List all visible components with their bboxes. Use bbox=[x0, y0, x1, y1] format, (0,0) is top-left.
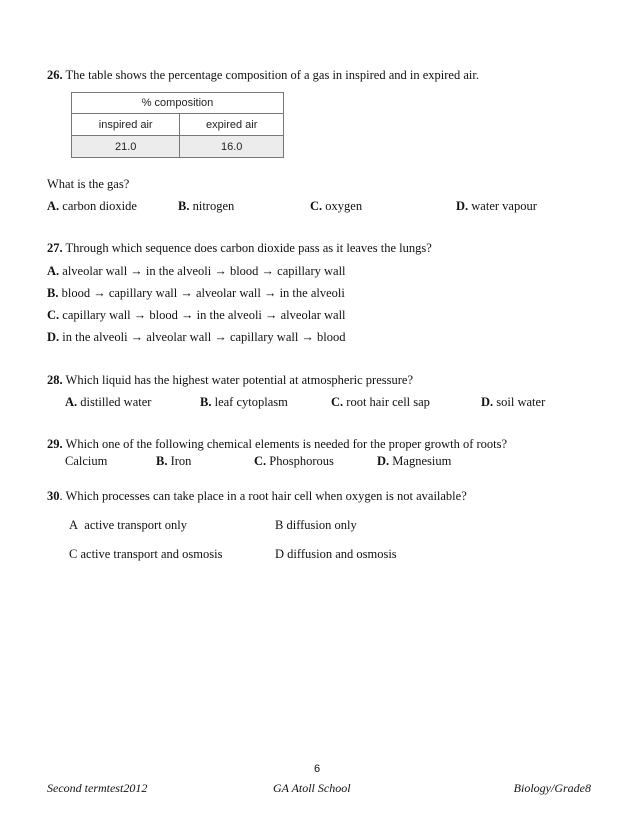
question-number: 27. bbox=[47, 241, 63, 255]
option-b bbox=[200, 395, 288, 410]
option-letter: D. bbox=[47, 330, 60, 344]
option-letter: B. bbox=[178, 199, 190, 213]
option-letter: A. bbox=[47, 199, 60, 213]
question-number: 28. bbox=[47, 373, 63, 387]
option-b bbox=[275, 518, 357, 533]
option-text: diffusion and osmosis bbox=[287, 547, 397, 561]
option-text: leaf cytoplasm bbox=[214, 395, 288, 409]
question-number: 29. bbox=[47, 437, 63, 451]
question-26-prompt: What is the gas? bbox=[47, 177, 130, 191]
option-c bbox=[310, 199, 362, 214]
option-a bbox=[65, 395, 151, 410]
footer-right: Biology/Grade8 bbox=[513, 781, 591, 795]
option-letter: C. bbox=[331, 395, 344, 409]
question-text: Which liquid has the highest water potential at atmospheric pressure? bbox=[65, 373, 413, 387]
option-a bbox=[47, 264, 346, 279]
option-c bbox=[69, 547, 222, 562]
option-letter: C. bbox=[47, 308, 60, 322]
option-text: alveolar wall → in the alveoli → blood → capillary wall bbox=[62, 264, 346, 278]
option-text: soil water bbox=[496, 395, 546, 409]
question-text: . Which processes can take place in a root hair cell when oxygen is not available? bbox=[59, 489, 467, 503]
value-inspired: 21.0 bbox=[72, 136, 180, 158]
option-d bbox=[377, 454, 451, 469]
option-letter: B. bbox=[47, 286, 59, 300]
option-c bbox=[331, 395, 430, 410]
option-d bbox=[47, 330, 346, 345]
question-28 bbox=[47, 373, 413, 388]
option-text: Magnesium bbox=[392, 454, 452, 468]
option-text: water vapour bbox=[471, 199, 537, 213]
option-b bbox=[178, 199, 234, 214]
option-a bbox=[47, 199, 137, 214]
option-text: blood → capillary wall → alveolar wall → in the alveoli bbox=[61, 286, 345, 300]
question-number: 26. bbox=[47, 68, 63, 82]
option-text: nitrogen bbox=[192, 199, 235, 213]
value-expired: 16.0 bbox=[180, 136, 284, 158]
option-text: Iron bbox=[170, 454, 192, 468]
footer-left: Second termtest2012 bbox=[47, 781, 148, 795]
option-letter: C. bbox=[310, 199, 323, 213]
option-letter: A. bbox=[47, 264, 60, 278]
option-text: in the alveoli → alveolar wall → capillary wall → blood bbox=[62, 330, 346, 344]
option-text: active transport only bbox=[84, 518, 188, 532]
option-a bbox=[69, 518, 187, 533]
question-number: 30 bbox=[47, 489, 60, 503]
table-header: % composition bbox=[72, 93, 284, 114]
column-header-inspired: inspired air bbox=[72, 114, 180, 136]
question-26 bbox=[47, 68, 479, 83]
option-d bbox=[481, 395, 545, 410]
option-text: capillary wall → blood → in the alveoli → alveolar wall bbox=[62, 308, 346, 322]
option-c bbox=[47, 308, 346, 323]
question-text: The table shows the percentage composition of a gas in inspired and in expired air. bbox=[65, 68, 479, 82]
option-letter: C bbox=[69, 547, 78, 561]
option-letter: A. bbox=[65, 395, 78, 409]
page-number: 6 bbox=[314, 763, 321, 775]
option-text: Calcium bbox=[65, 454, 108, 468]
option-letter: B bbox=[275, 518, 284, 532]
option-text: oxygen bbox=[325, 199, 363, 213]
option-text: carbon dioxide bbox=[62, 199, 137, 213]
question-text: Which one of the following chemical elements is needed for the proper growth of roots? bbox=[65, 437, 508, 451]
option-b bbox=[47, 286, 345, 301]
option-text: Phosphorous bbox=[269, 454, 334, 468]
option-b bbox=[156, 454, 191, 469]
footer-center: GA Atoll School bbox=[273, 781, 351, 795]
option-a bbox=[65, 454, 107, 469]
option-letter: C. bbox=[254, 454, 267, 468]
option-letter: D. bbox=[456, 199, 469, 213]
question-29 bbox=[47, 437, 507, 452]
option-letter: D. bbox=[481, 395, 494, 409]
option-c bbox=[254, 454, 334, 469]
option-d bbox=[456, 199, 537, 214]
option-letter: B. bbox=[156, 454, 168, 468]
option-text: diffusion only bbox=[286, 518, 357, 532]
question-27 bbox=[47, 241, 432, 256]
option-letter: A bbox=[69, 518, 79, 532]
option-text: active transport and osmosis bbox=[80, 547, 223, 561]
option-letter: D. bbox=[377, 454, 390, 468]
option-text: distilled water bbox=[80, 395, 152, 409]
question-text: Through which sequence does carbon dioxide pass as it leaves the lungs? bbox=[65, 241, 432, 255]
option-letter: D bbox=[275, 547, 285, 561]
option-text: root hair cell sap bbox=[346, 395, 430, 409]
option-letter: B. bbox=[200, 395, 212, 409]
column-header-expired: expired air bbox=[180, 114, 284, 136]
option-d bbox=[275, 547, 397, 562]
composition-table bbox=[71, 92, 284, 158]
question-30 bbox=[47, 489, 467, 504]
